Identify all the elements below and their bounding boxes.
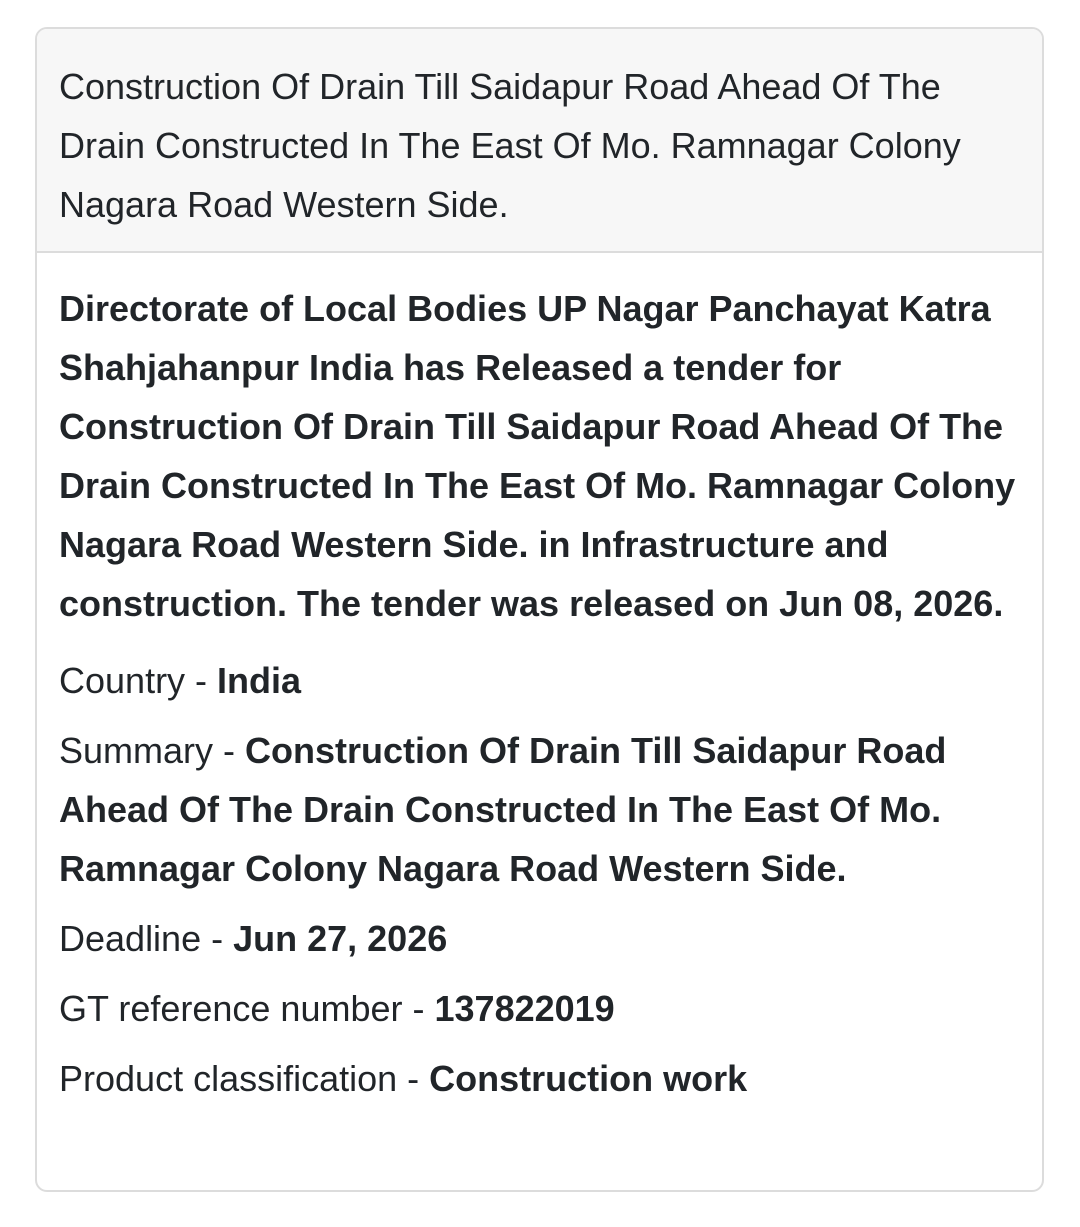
summary-row [59,721,1020,898]
tender-details-body [37,253,1042,1108]
organization-name: Directorate of Local Bodies UP Nagar Panchayat Katra Shahjahanpur India [59,288,991,388]
tender-card [35,27,1044,1192]
classification-value: Construction work [429,1058,748,1099]
classification-row [59,1049,1020,1108]
tender-title-header [37,29,1042,253]
reference-row [59,979,1020,1038]
deadline-value: Jun 27, 2026 [233,918,448,959]
summary-label: Summary - [59,730,246,771]
tender-title-inline: Construction Of Drain Till Saidapur Road Ahead Of The Drain Constructed In The East Of Mo. Ramnagar Colony Nagara Road Western Side. [59,406,1016,565]
country-label: Country - [59,660,218,701]
classification-label: Product classification - [59,1058,430,1099]
tender-title: Construction Of Drain Till Saidapur Road Ahead Of The Drain Constructed In The East Of Mo. Ramnagar Colony Nagara Road Western Side. [59,66,961,225]
sector-text: in Infrastructure and construction. The tender was released on Jun 08, 2026. [59,524,1004,624]
country-value: India [217,660,302,701]
deadline-row [59,909,1020,968]
tender-description [59,279,1020,633]
summary-value: Construction Of Drain Till Saidapur Road Ahead Of The Drain Constructed In The East Of Mo. Ramnagar Colony Nagara Road Western Side. [59,730,947,889]
country-row [59,651,1020,710]
reference-value: 137822019 [434,988,615,1029]
released-text: has Released a tender for [393,347,842,388]
deadline-label: Deadline - [59,918,234,959]
reference-label: GT reference number - [59,988,435,1029]
